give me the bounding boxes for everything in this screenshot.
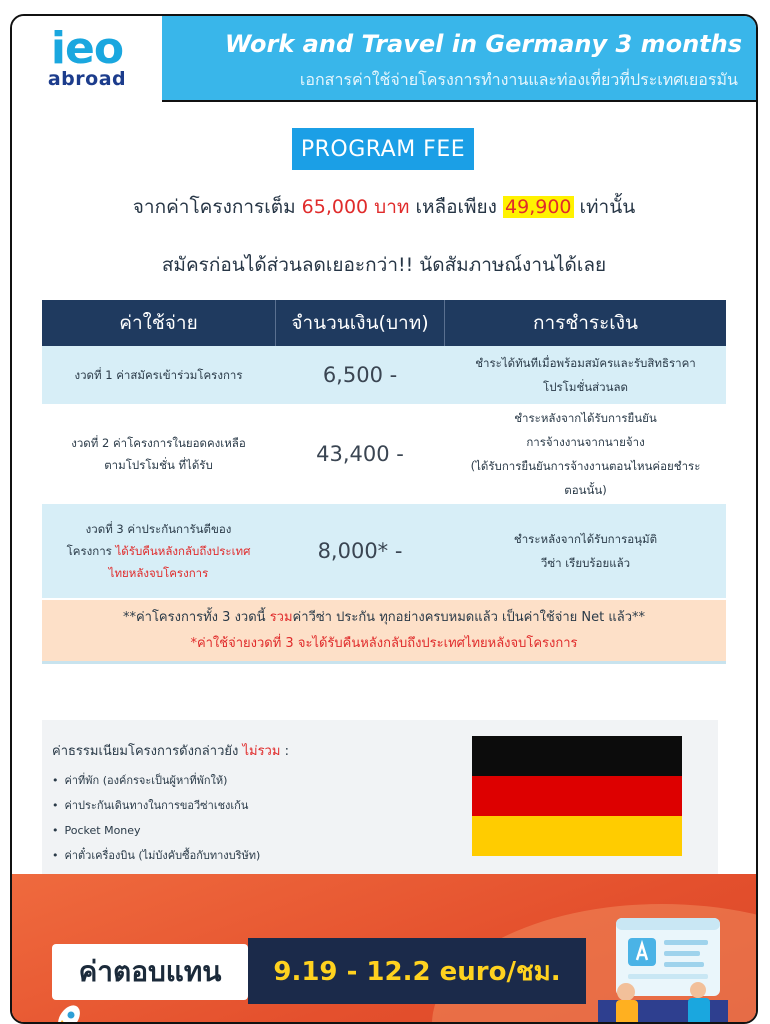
reward-rate: 9.19 - 12.2 euro/ชม.	[248, 938, 586, 1004]
intro-text-3: เท่านั้น	[573, 196, 636, 218]
full-price: 65,000 บาท	[301, 196, 410, 218]
excludes-list	[52, 768, 260, 868]
row1-amount: 6,500 -	[322, 363, 398, 387]
header-subtitle: เอกสารค่าใช้จ่ายโครงการทำงานและท่องเที่ยวที่ประเทศเยอรมัน	[299, 70, 738, 89]
online-learning-illustration-icon	[598, 904, 728, 1024]
table-row	[42, 406, 726, 504]
row3-payment-line: ชำระหลังจากได้รับการอนุมัติ	[513, 532, 658, 546]
rocket-icon	[52, 998, 86, 1024]
excludes-title-part: ค่าธรรมเนียมโครงการดังกล่าวยัง	[52, 744, 243, 759]
row1-payment-line: ชำระได้ทันทีเมื่อพร้อมสมัครและรับสิทธิราคา	[475, 356, 696, 370]
note-refund: *ค่าใช้จ่ายงวดที่ 3 จะได้รับคืนหลังกลับถึงประเทศไทยหลังจบโครงการ	[190, 635, 578, 651]
excludes-box	[42, 720, 718, 874]
list-item: • Pocket Money	[52, 818, 260, 843]
row1-payment	[445, 346, 726, 404]
row1-payment-line: โปรโมชั่นส่วนลด	[543, 380, 628, 394]
row3-refund-text: ได้รับคืนหลังกลับถึงประเทศ	[115, 544, 251, 558]
row2-payment-line: ชำระหลังจากได้รับการยืนยัน	[514, 411, 657, 425]
header	[12, 16, 756, 102]
flag-stripe-red	[472, 776, 682, 816]
row3-amount: 8,000* -	[317, 539, 403, 563]
price-intro	[12, 192, 756, 222]
excludes-title-part: :	[280, 744, 289, 759]
flag-stripe-black	[472, 736, 682, 776]
intro-text-1: จากค่าโครงการเต็ม	[132, 196, 302, 218]
program-fee-title: PROGRAM FEE	[292, 128, 474, 170]
list-item: • ค่าประกันเดินทางในการขอวีซ่าเชงเก้น	[52, 793, 260, 818]
reward-label: ค่าตอบแทน	[52, 944, 248, 1000]
note-included	[123, 605, 645, 631]
logo-sub-text: abroad	[47, 68, 127, 90]
row2-amount: 43,400 -	[316, 442, 404, 466]
sale-price: 49,900	[505, 196, 572, 218]
table-row	[42, 346, 726, 406]
germany-flag	[472, 736, 682, 856]
logo	[12, 16, 162, 102]
row3-label	[42, 504, 275, 598]
excludes-not-included: ไม่รวม	[242, 744, 281, 759]
header-payment: การชำระเงิน	[532, 312, 639, 334]
row3-label-line: งวดที่ 3 ค่าประกันการันตีของ	[85, 522, 232, 536]
row2-payment-line: ตอนนั้น)	[564, 483, 607, 497]
table-header	[42, 300, 726, 346]
header-cost: ค่าใช้จ่าย	[119, 312, 198, 334]
row2-label-line: ตามโปรโมชั่น ที่ได้รับ	[104, 458, 213, 472]
row3-refund-text: ไทยหลังจบโครงการ	[108, 566, 209, 580]
fee-table	[42, 300, 726, 664]
row3-label-line	[67, 540, 251, 562]
list-item: • ค่าตั๋วเครื่องบิน (ไม่บังคับซื้อกับทางบริษัท)	[52, 843, 260, 868]
header-title: Work and Travel in Germany 3 months	[224, 30, 742, 58]
promo-line: สมัครก่อนได้ส่วนลดเยอะกว่า!! นัดสัมภาษณ์งานได้เลย	[161, 254, 607, 276]
row3-label-part: โครงการ	[66, 544, 116, 558]
header-amount: จำนวนเงิน(บาท)	[275, 300, 445, 346]
row3-payment-line: วีซ่า เรียบร้อยแล้ว	[540, 556, 631, 570]
intro-text-2: เหลือเพียง	[409, 196, 504, 218]
flag-stripe-gold	[472, 816, 682, 856]
header-band	[162, 16, 756, 100]
logo-main-text: ieo	[50, 23, 124, 74]
row2-payment-line: (ได้รับการยืนยันการจ้างงานตอนไหนค่อยชำระ	[470, 459, 701, 473]
row1-label-line: งวดที่ 1 ค่าสมัครเข้าร่วมโครงการ	[74, 368, 243, 382]
note-part: ค่าวีซ่า ประกัน ทุกอย่างครบหมดแล้ว เป็นค่าใช้จ่าย Net แล้ว**	[292, 609, 646, 625]
note-included-word: รวม	[269, 609, 293, 625]
table-note	[42, 600, 726, 664]
row2-label-line: งวดที่ 2 ค่าโครงการในยอดคงเหลือ	[71, 436, 246, 450]
excludes-title	[52, 740, 289, 761]
row2-payment-line: การจ้างงานจากนายจ้าง	[526, 435, 645, 449]
row3-payment	[445, 504, 726, 598]
note-part: **ค่าโครงการทั้ง 3 งวดนี้	[122, 609, 270, 625]
row2-label	[42, 406, 275, 502]
list-item: • ค่าที่พัก (องค์กรจะเป็นผู้หาที่พักให้)	[52, 768, 260, 793]
row2-payment	[445, 406, 726, 502]
document-frame	[10, 14, 758, 1024]
row1-label	[42, 346, 275, 404]
reward-banner	[12, 874, 756, 1024]
table-row	[42, 504, 726, 600]
